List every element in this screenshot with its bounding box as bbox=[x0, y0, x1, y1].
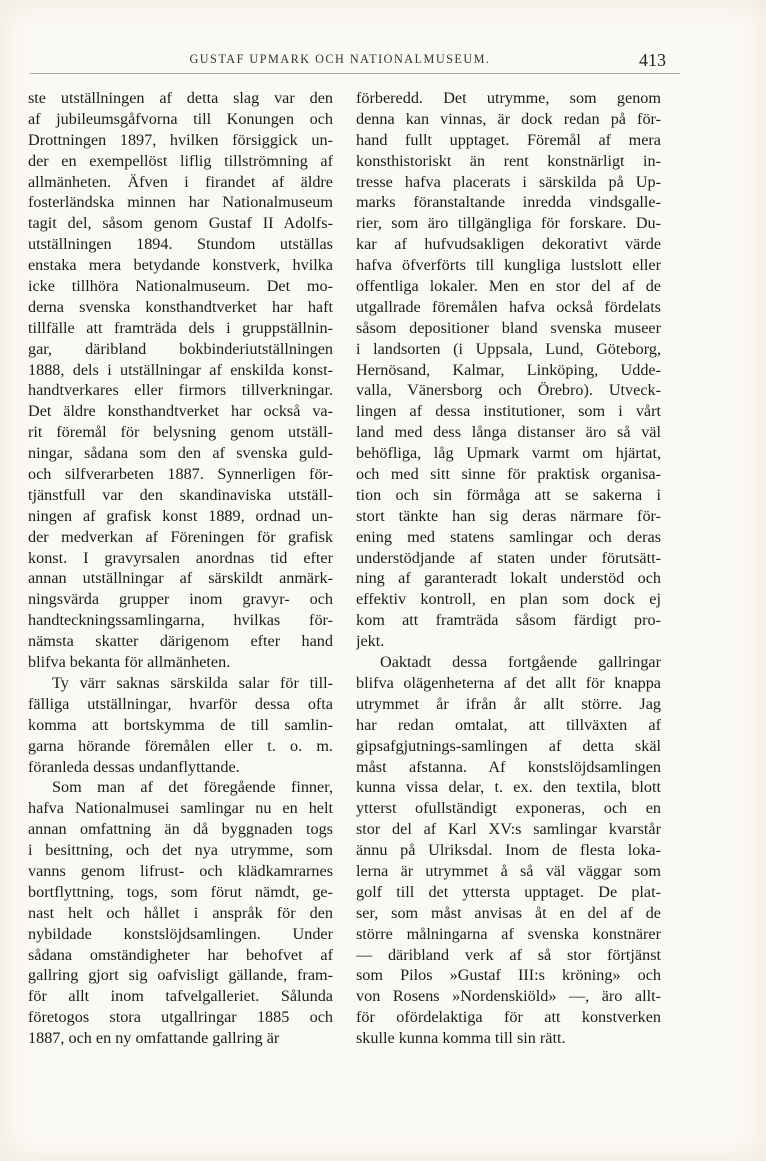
text-line: tagit del, såsom genom Gustaf II Adolfs- bbox=[28, 214, 333, 233]
text-line: måst afstanna. Af konstslöjdsamlingen bbox=[356, 757, 661, 776]
text-line: marks föranstaltande inredda vindsgalle- bbox=[356, 193, 661, 212]
text-line: ste utställningen af detta slag var den bbox=[28, 89, 333, 107]
text-line: behöfliga, låg Upmark varmt om hjärtat, bbox=[356, 444, 661, 463]
text-line: fosterländska minnen har Nationalmuseum bbox=[28, 193, 333, 212]
text-line: derna svenska konsthandtverket har haft bbox=[28, 297, 333, 316]
text-line: 1887, och en ny omfattande gallring är bbox=[28, 1029, 280, 1048]
text-line: kar af hufvudsakligen dekorativt värde bbox=[356, 235, 661, 254]
text-line: företogos stora utgallringar 1885 och bbox=[28, 1008, 333, 1027]
text-line: annan omfattning än då byggnaden togs bbox=[28, 820, 333, 839]
text-line: gar, däribland bokbinderiutställningen bbox=[28, 339, 333, 358]
text-line: har redan omtalat, att tillväxten af bbox=[356, 715, 661, 734]
text-line: i besittning, och det nya utrymme, som bbox=[28, 841, 333, 860]
text-line: lingen af dessa institutioner, som i vårt bbox=[356, 402, 661, 421]
text-line: tjänstfull var den skandinaviska utställ- bbox=[28, 485, 333, 504]
text-line: ser, som måst anvisas åt en del af de bbox=[356, 903, 661, 922]
text-line: ningen af grafisk konst 1889, ordnad un- bbox=[28, 506, 333, 525]
text-line: bortflyttning, togs, som förut nämdt, ge- bbox=[28, 882, 333, 901]
text-line: konst. I gravyrsalen anordnas tid efter bbox=[28, 548, 333, 567]
text-line: der medverkan af Föreningen för grafisk bbox=[28, 527, 333, 546]
text-line: ening med statens samlingar och deras bbox=[356, 527, 661, 546]
text-line: land med dess långa distanser äro så väl bbox=[356, 423, 661, 442]
text-line: understödjande af staten under förutsätt- bbox=[356, 548, 661, 567]
text-line: Det äldre konsthandtverket har också va- bbox=[28, 402, 333, 421]
text-line: som Pilos »Gustaf III:s kröning» och bbox=[356, 966, 661, 985]
text-line: Som man af det föregående finner, bbox=[52, 778, 333, 797]
text-line: gipsafgjutnings-samlingen af detta skäl bbox=[356, 736, 661, 755]
text-line: blifva olägenheterna af det allt för knappa bbox=[356, 673, 661, 692]
text-line: enstaka mera betydande konstverk, hvilka bbox=[28, 256, 333, 275]
text-line: nämsta skatter därigenom efter hand bbox=[28, 632, 333, 651]
text-line: skulle kunna komma till sin rätt. bbox=[356, 1029, 566, 1048]
text-line: vanns genom lifrust- och klädkamrarnes bbox=[28, 861, 333, 880]
text-line: offentliga lokaler. Men en stor del af de bbox=[356, 277, 661, 296]
text-line: — däribland verk af så stor förtjänst bbox=[356, 945, 661, 964]
text-line: handteckningssamlingarna, hvilkas för- bbox=[28, 611, 333, 630]
text-line: såsom depositioner bland svenska museer bbox=[356, 318, 661, 337]
text-line: blifva bekanta för allmänheten. bbox=[28, 653, 231, 672]
text-line: handtverkares eller firmors tillverkningar. bbox=[28, 381, 333, 400]
text-line: ningar, sådana som den af svenska guld- bbox=[28, 444, 333, 463]
running-header: GUSTAF UPMARK OCH NATIONALMUSEUM. bbox=[189, 52, 491, 66]
text-line: förberedd. Det utrymme, som genom bbox=[356, 89, 661, 107]
text-line: allmänheten. Äfven i firandet af äldre bbox=[28, 172, 333, 191]
text-line: jekt. bbox=[356, 632, 385, 651]
text-line: sådana omständigheter har behofvet af bbox=[28, 945, 333, 964]
text-line: utställningen 1894. Stundom utställas bbox=[28, 235, 333, 254]
text-line: kunna vissa delar, t. ex. den textila, blott bbox=[356, 778, 661, 797]
text-line: ytterst ofullständigt exponeras, och en bbox=[356, 799, 661, 818]
text-line: utrymmet år ifrån år allt större. Jag bbox=[356, 694, 661, 713]
text-line: nast helt och hållet i anspråk för den bbox=[28, 903, 333, 922]
text-line: hand fullt upptaget. Föremål af mera bbox=[356, 130, 661, 149]
text-line: komma att bortskymma de till samlin- bbox=[28, 715, 333, 734]
text-line: ännu på Ulriksdal. Inom de flesta loka- bbox=[356, 841, 661, 860]
text-line: ning af garanteradt lokalt understöd och bbox=[356, 569, 661, 588]
text-line: och silfverarbeten 1887. Synnerligen för- bbox=[28, 465, 333, 484]
text-line: effektiv kontroll, en plan som dock ej bbox=[356, 590, 661, 609]
text-line: von Rosens »Nordenskiöld» —, äro allt- bbox=[356, 987, 661, 1006]
text-line: 1888, dels i utställningar af enskilda konst- bbox=[28, 360, 333, 379]
text-line: denna kan vinnas, är dock redan på för- bbox=[356, 109, 661, 128]
page-number: 413 bbox=[639, 50, 666, 70]
text-line: icke tillhöra Nationalmuseum. Det mo- bbox=[28, 277, 333, 296]
text-line: der en exempellöst liflig tillströmning af bbox=[28, 151, 333, 170]
text-line: Hernösand, Kalmar, Linköping, Udde- bbox=[356, 360, 661, 379]
header-rule bbox=[30, 73, 680, 74]
text-line: lerna är utrymmet å så väl väggar som bbox=[356, 861, 661, 880]
text-line: golf till det yttersta upptaget. De plat- bbox=[356, 882, 661, 901]
text-line: för allt inom tafvelgalleriet. Sålunda bbox=[28, 987, 333, 1006]
text-line: för ofördelaktiga för att konstverken bbox=[356, 1008, 661, 1027]
text-line: Ty värr saknas särskilda salar för till- bbox=[52, 673, 333, 692]
text-line: Oaktadt dessa fortgående gallringar bbox=[380, 653, 661, 672]
text-line: och med sitt sinne för praktisk organisa- bbox=[356, 465, 661, 484]
text-line: tillfälle att framträda dels i gruppställnin- bbox=[28, 318, 333, 337]
text-line: tion och sin förmåga att se sakerna i bbox=[356, 485, 661, 504]
text-line: större målningarna af svenska konstnärer bbox=[356, 924, 661, 943]
text-line: valla, Vänersborg och Örebro). Utveck- bbox=[356, 381, 661, 400]
text-line: konsthistoriskt än rent konstnärligt in- bbox=[356, 151, 661, 170]
text-line: utgallrade föremålen hafva också fördelats bbox=[356, 297, 661, 316]
text-line: kom att framträda såsom färdigt pro- bbox=[356, 611, 661, 630]
text-line: ningsvärda grupper inom gravyr- och bbox=[28, 590, 333, 609]
text-line: hafva öfverförts till kungliga lustslott eller bbox=[356, 256, 661, 275]
text-line: hafva Nationalmusei samlingar nu en helt bbox=[28, 799, 333, 818]
text-line: rier, som äro tillgängliga för forskare. Du- bbox=[356, 214, 661, 233]
right-text-column bbox=[356, 88, 661, 1049]
text-line: af jubileumsgåfvorna till Konungen och bbox=[28, 109, 333, 128]
text-line: garna hörande föremålen eller t. o. m. bbox=[28, 736, 333, 755]
text-line: nybildade konstslöjdsamlingen. Under bbox=[28, 924, 333, 943]
text-line: annan utställningar af särskildt anmärk- bbox=[28, 569, 333, 588]
text-line: rit föremål för belysning genom utställ- bbox=[28, 423, 333, 442]
text-line: föranleda dessas undanflyttande. bbox=[28, 757, 240, 776]
text-line: fälliga utställningar, hvarför dessa ofta bbox=[28, 694, 333, 713]
text-line: stort tänkte han sig deras närmare för- bbox=[356, 506, 661, 525]
text-line: Drottningen 1897, hvilken försiggick un- bbox=[28, 130, 333, 149]
text-line: gallring gjort sig oafvisligt gällande, fram- bbox=[28, 966, 333, 985]
left-text-column bbox=[28, 88, 333, 1049]
text-line: i landsorten (i Uppsala, Lund, Göteborg, bbox=[356, 339, 661, 358]
text-line: tresse hafva placerats i särskilda på Up- bbox=[356, 172, 661, 191]
text-line: stor del af Karl XV:s samlingar kvarstår bbox=[356, 820, 661, 839]
